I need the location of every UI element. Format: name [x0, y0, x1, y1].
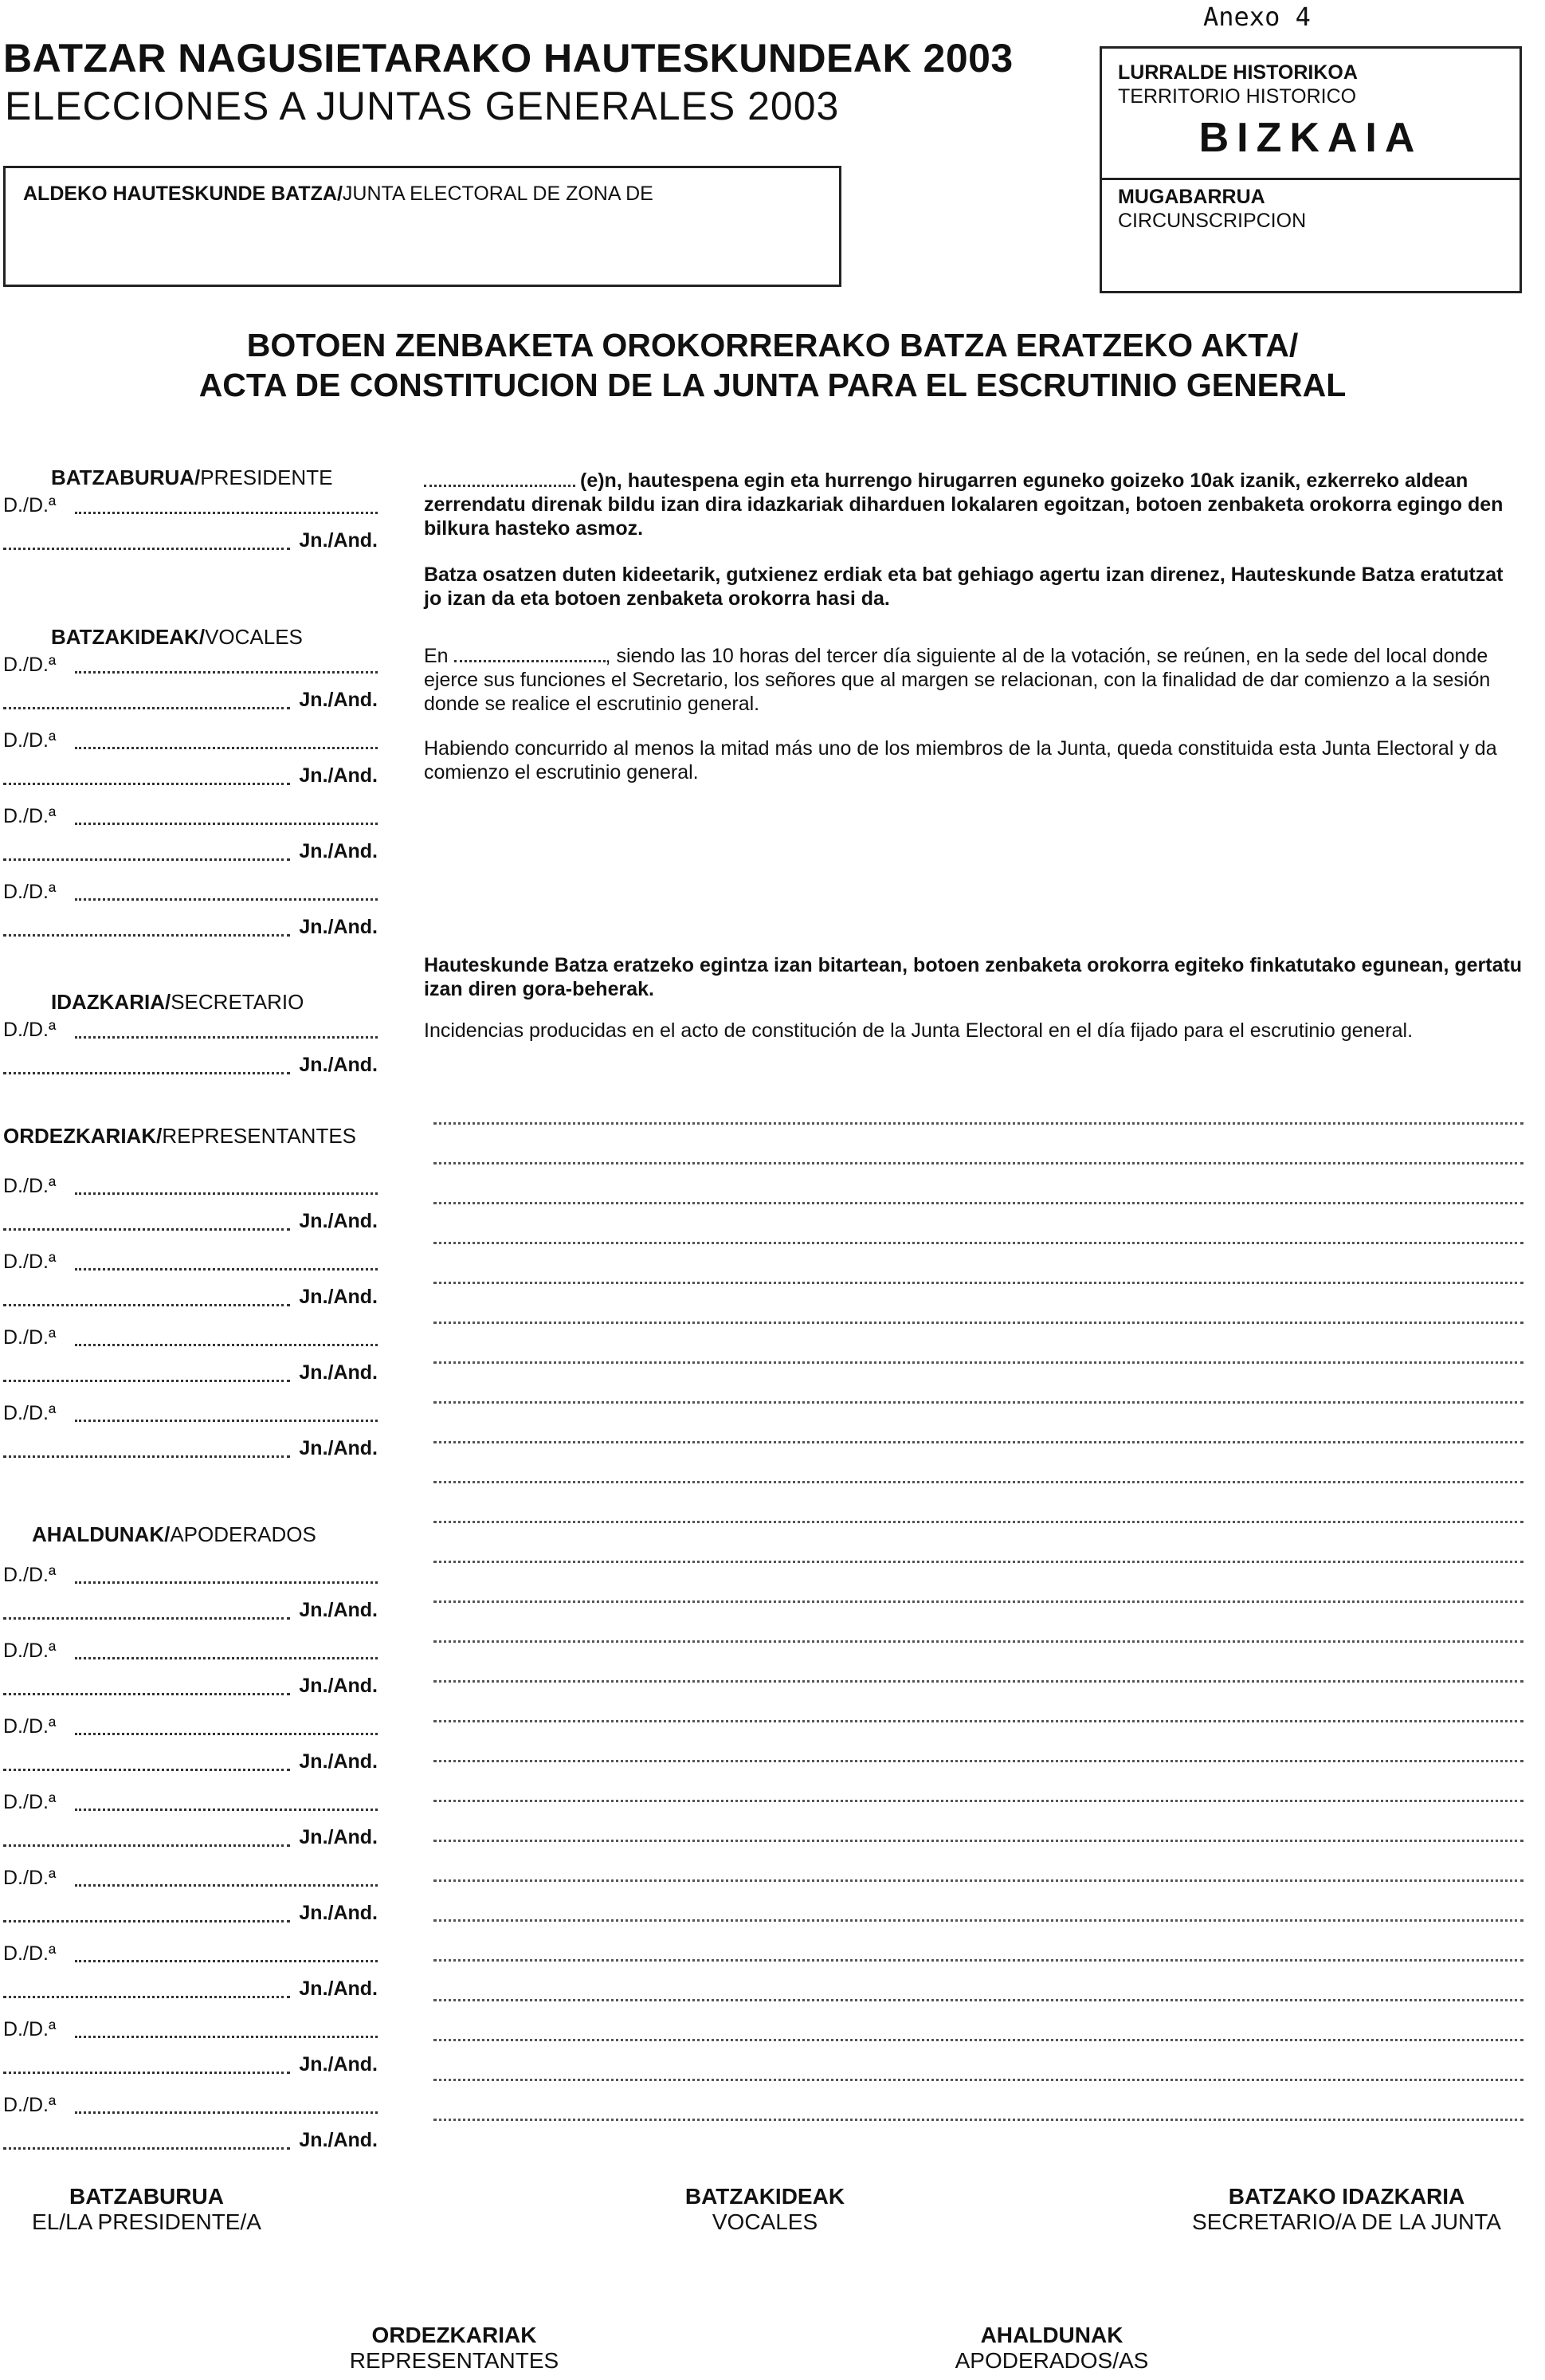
name-line[interactable]: [75, 1884, 378, 1887]
name-line[interactable]: [3, 1072, 290, 1074]
writing-line[interactable]: [433, 1840, 1523, 1842]
writing-line[interactable]: [433, 1282, 1523, 1284]
entry-prefix: D./D.ª: [3, 805, 59, 828]
territory-heading-eu: LURRALDE HISTORIKOA: [1118, 61, 1358, 84]
signature-representantes: [319, 2323, 590, 2374]
name-line[interactable]: [75, 747, 378, 749]
apoderado-entry[interactable]: [3, 1791, 378, 1863]
name-line[interactable]: [75, 1733, 378, 1735]
name-line[interactable]: [75, 1344, 378, 1346]
paragraph-assembly-es-text: , siendo las 10 horas del tercer día siguiente al de la votación, se reúnen, en la sede del local donde ejerce sus funciones el Secretario, los señores que al margen se relacionan, con la finalidad de dar comienzo a la sesión donde se realice el escrutinio general.: [424, 645, 1491, 715]
entry-prefix: D./D.ª: [3, 1019, 59, 1042]
entry-suffix: Jn./And.: [299, 1361, 378, 1384]
signature-secretario-eu: BATZAKO IDAZKARIA: [1228, 2184, 1465, 2209]
name-line[interactable]: [3, 858, 290, 861]
section-secretario-eu: IDAZKARIA/: [51, 990, 171, 1014]
apoderado-entry[interactable]: [3, 1942, 378, 2014]
name-line[interactable]: [3, 1380, 290, 1382]
signature-vocales-eu: BATZAKIDEAK: [684, 2184, 845, 2209]
name-line[interactable]: [75, 671, 378, 674]
name-line[interactable]: [3, 1228, 290, 1231]
entry-prefix: D./D.ª: [3, 1564, 59, 1587]
entry-prefix: D./D.ª: [3, 2094, 59, 2117]
entry-prefix: D./D.ª: [3, 654, 59, 677]
secretario-entry[interactable]: [3, 1019, 378, 1090]
writing-line[interactable]: [433, 1441, 1523, 1443]
name-line[interactable]: [3, 1844, 290, 1847]
signature-representantes-es: REPRESENTANTES: [349, 2348, 559, 2373]
writing-line[interactable]: [433, 1481, 1523, 1483]
entry-suffix: Jn./And.: [299, 1437, 378, 1459]
signature-secretario-es: SECRETARIO/A DE LA JUNTA: [1192, 2209, 1501, 2234]
signature-representantes-eu: ORDEZKARIAK: [371, 2323, 537, 2347]
zone-board-label: [23, 183, 653, 206]
writing-line[interactable]: [433, 1361, 1523, 1364]
name-line[interactable]: [75, 898, 378, 901]
section-presidente-es: PRESIDENTE: [200, 465, 333, 489]
writing-line[interactable]: [433, 1561, 1523, 1563]
name-line[interactable]: [3, 2072, 290, 2074]
section-secretario: [51, 990, 304, 1015]
paragraph-assembly-es-lead: En: [424, 645, 449, 667]
entry-prefix: D./D.ª: [3, 881, 59, 904]
section-vocales-eu: BATZAKIDEAK/: [51, 625, 206, 649]
zone-electoral-board-box[interactable]: [3, 166, 841, 287]
writing-line[interactable]: [433, 1242, 1523, 1244]
section-representantes-es: REPRESENTANTES: [162, 1124, 357, 1148]
representante-entry[interactable]: [3, 1326, 378, 1398]
signature-apoderados-es: APODERADOS/AS: [955, 2348, 1149, 2373]
name-line[interactable]: [75, 512, 378, 514]
paragraph-quorum-es: Habiendo concurrido al menos la mitad más uno de los miembros de la Junta, queda constituida esta Junta Electoral y da comienzo el escrutinio general.: [424, 737, 1497, 784]
entry-prefix: D./D.ª: [3, 1251, 59, 1274]
entry-prefix: D./D.ª: [3, 1715, 59, 1738]
paragraph-assembly-eu-text: (e)n, hautespena egin eta hurrengo hirugarren eguneko goizeko 10ak izanik, ezkerreko aldean zerrendatu direnak bildu izan dira idazkariak diharduen lokalaren egoitzan, botoen zenbaketa orokorra egingo den bilkura hasteko asmoz.: [424, 469, 1504, 540]
name-line[interactable]: [75, 1809, 378, 1811]
name-line[interactable]: [75, 1657, 378, 1659]
entry-prefix: D./D.ª: [3, 1402, 59, 1425]
entry-prefix: D./D.ª: [3, 1942, 59, 1966]
name-line[interactable]: [75, 1192, 378, 1195]
entry-prefix: D./D.ª: [3, 1640, 59, 1663]
entry-prefix: D./D.ª: [3, 1867, 59, 1890]
name-line[interactable]: [3, 783, 290, 785]
signature-vocales: [622, 2184, 908, 2235]
signature-apoderados: [916, 2323, 1187, 2374]
writing-line[interactable]: [433, 1162, 1523, 1164]
writing-line[interactable]: [433, 2119, 1523, 2121]
writing-line[interactable]: [433, 1600, 1523, 1603]
incidents-heading-es: Incidencias producidas en el acto de constitución de la Junta Electoral en el día fijado para el escrutinio general.: [424, 1019, 1414, 1042]
entry-suffix: Jn./And.: [299, 1599, 378, 1621]
entry-prefix: D./D.ª: [3, 1326, 59, 1349]
entry-suffix: Jn./And.: [299, 689, 378, 711]
presidente-entry[interactable]: [3, 494, 378, 566]
name-line[interactable]: [3, 934, 290, 937]
name-line[interactable]: [3, 707, 290, 709]
writing-line[interactable]: [433, 1680, 1523, 1683]
entry-suffix: Jn./And.: [299, 840, 378, 862]
representante-entry[interactable]: [3, 1251, 378, 1322]
name-line[interactable]: [3, 1920, 290, 1922]
paragraph-assembly-eu: [424, 469, 1523, 540]
writing-line[interactable]: [433, 2079, 1523, 2081]
name-line[interactable]: [3, 548, 290, 550]
entry-suffix: Jn./And.: [299, 1054, 378, 1076]
name-line[interactable]: [3, 2147, 290, 2150]
writing-line[interactable]: [433, 1322, 1523, 1324]
place-fill-line[interactable]: [424, 485, 575, 487]
entry-prefix: D./D.ª: [3, 494, 59, 517]
entry-suffix: Jn./And.: [299, 1977, 378, 2000]
circumscription-label-eu: MUGABARRUA: [1118, 186, 1265, 208]
apoderado-entry[interactable]: [3, 1564, 378, 1636]
entry-suffix: Jn./And.: [299, 2129, 378, 2151]
writing-line[interactable]: [433, 1760, 1523, 1762]
writing-line[interactable]: [433, 1720, 1523, 1722]
signature-vocales-es: VOCALES: [712, 2209, 818, 2234]
territory-heading-es: TERRITORIO HISTORICO: [1118, 85, 1357, 108]
name-line[interactable]: [75, 1960, 378, 1962]
section-vocales-es: VOCALES: [205, 625, 303, 649]
vocal-entry[interactable]: [3, 881, 378, 952]
apoderado-entry[interactable]: [3, 1640, 378, 1711]
name-line[interactable]: [3, 1769, 290, 1771]
vocal-entry[interactable]: [3, 654, 378, 725]
entry-suffix: Jn./And.: [299, 1826, 378, 1848]
section-secretario-es: SECRETARIO: [171, 990, 304, 1014]
entry-prefix: D./D.ª: [3, 729, 59, 752]
circumscription-label-es: CIRCUNSCRIPCION: [1118, 210, 1307, 232]
writing-line[interactable]: [433, 1640, 1523, 1643]
writing-line[interactable]: [433, 1919, 1523, 1922]
section-presidente-eu: BATZABURUA/: [51, 465, 201, 489]
name-line[interactable]: [75, 1268, 378, 1271]
section-representantes: [3, 1124, 356, 1149]
section-apoderados: [32, 1522, 316, 1547]
writing-line[interactable]: [433, 1959, 1523, 1962]
entry-suffix: Jn./And.: [299, 916, 378, 938]
writing-line[interactable]: [433, 1999, 1523, 2001]
entry-suffix: Jn./And.: [299, 764, 378, 787]
entry-suffix: Jn./And.: [299, 1210, 378, 1232]
apoderado-entry[interactable]: [3, 2094, 378, 2166]
entry-suffix: Jn./And.: [299, 2053, 378, 2076]
writing-line[interactable]: [433, 1401, 1523, 1404]
entry-suffix: Jn./And.: [299, 1675, 378, 1697]
writing-line[interactable]: [433, 2039, 1523, 2041]
entry-prefix: D./D.ª: [3, 2018, 59, 2041]
apoderado-entry[interactable]: [3, 1715, 378, 1787]
representante-entry[interactable]: [3, 1175, 378, 1247]
incidents-heading-eu: Hauteskunde Batza eratzeko egintza izan bitartean, botoen zenbaketa orokorra egiteko finkatutako egunean, gertatu izan diren gora-beherak.: [424, 954, 1523, 1000]
signature-presidente: [19, 2184, 274, 2235]
act-title-spanish: ACTA DE CONSTITUCION DE LA JUNTA PARA EL ESCRUTINIO GENERAL: [198, 367, 1347, 403]
name-line[interactable]: [3, 1304, 290, 1306]
vocal-entry[interactable]: [3, 729, 378, 801]
signature-presidente-eu: BATZABURUA: [69, 2184, 224, 2209]
apoderado-entry[interactable]: [3, 2018, 378, 2090]
name-line[interactable]: [75, 823, 378, 825]
name-line[interactable]: [3, 1693, 290, 1695]
name-line[interactable]: [75, 2036, 378, 2038]
signature-secretario: [1171, 2184, 1522, 2235]
section-apoderados-eu: AHALDUNAK/: [32, 1522, 171, 1546]
writing-line[interactable]: [433, 1879, 1523, 1882]
writing-line[interactable]: [433, 1521, 1523, 1523]
entry-prefix: D./D.ª: [3, 1175, 59, 1198]
vocal-entry[interactable]: [3, 805, 378, 877]
section-vocales: [51, 625, 303, 650]
act-title-basque: BOTOEN ZENBAKETA OROKORRERAKO BATZA ERATZEKO AKTA/: [246, 327, 1299, 363]
writing-line[interactable]: [433, 1202, 1523, 1204]
name-line[interactable]: [3, 1617, 290, 1620]
representante-entry[interactable]: [3, 1402, 378, 1474]
section-representantes-eu: ORDEZKARIAK/: [3, 1124, 163, 1148]
entry-suffix: Jn./And.: [299, 1286, 378, 1308]
election-title-basque: BATZAR NAGUSIETARAKO HAUTESKUNDEAK 2003: [3, 36, 1014, 81]
zone-board-label-eu: ALDEKO HAUTESKUNDE BATZA/: [23, 183, 343, 205]
place-fill-line[interactable]: [454, 660, 606, 662]
name-line[interactable]: [75, 2111, 378, 2114]
section-presidente: [51, 465, 332, 490]
signature-presidente-es: EL/LA PRESIDENTE/A: [32, 2209, 261, 2234]
entry-suffix: Jn./And.: [299, 1902, 378, 1924]
entry-suffix: Jn./And.: [299, 1750, 378, 1773]
writing-line[interactable]: [433, 1800, 1523, 1802]
paragraph-assembly-es: [424, 644, 1523, 716]
name-line[interactable]: [3, 1996, 290, 1998]
signature-apoderados-eu: AHALDUNAK: [980, 2323, 1123, 2347]
territory-box: [1100, 46, 1522, 293]
section-apoderados-es: APODERADOS: [170, 1522, 316, 1546]
zone-board-label-es: JUNTA ELECTORAL DE ZONA DE: [342, 183, 653, 205]
entry-prefix: D./D.ª: [3, 1791, 59, 1814]
name-line[interactable]: [75, 1036, 378, 1039]
name-line[interactable]: [75, 1420, 378, 1422]
entry-suffix: Jn./And.: [299, 529, 378, 552]
election-title-spanish: ELECCIONES A JUNTAS GENERALES 2003: [5, 84, 840, 128]
territory-divider: [1102, 178, 1520, 180]
paragraph-quorum-eu: Batza osatzen duten kideetarik, gutxienez erdiak eta bat gehiago agertu izan direnez, Hauteskunde Batza eratutzat jo izan da eta botoen zenbaketa orokorra hasi da.: [424, 564, 1504, 610]
name-line[interactable]: [3, 1455, 290, 1458]
name-line[interactable]: [75, 1581, 378, 1584]
apoderado-entry[interactable]: [3, 1867, 378, 1938]
territory-name: BIZKAIA: [1198, 115, 1423, 161]
incidents-writing-area[interactable]: [433, 1106, 1523, 2158]
annex-label: Anexo 4: [1203, 2, 1311, 32]
writing-line[interactable]: [433, 1122, 1523, 1125]
